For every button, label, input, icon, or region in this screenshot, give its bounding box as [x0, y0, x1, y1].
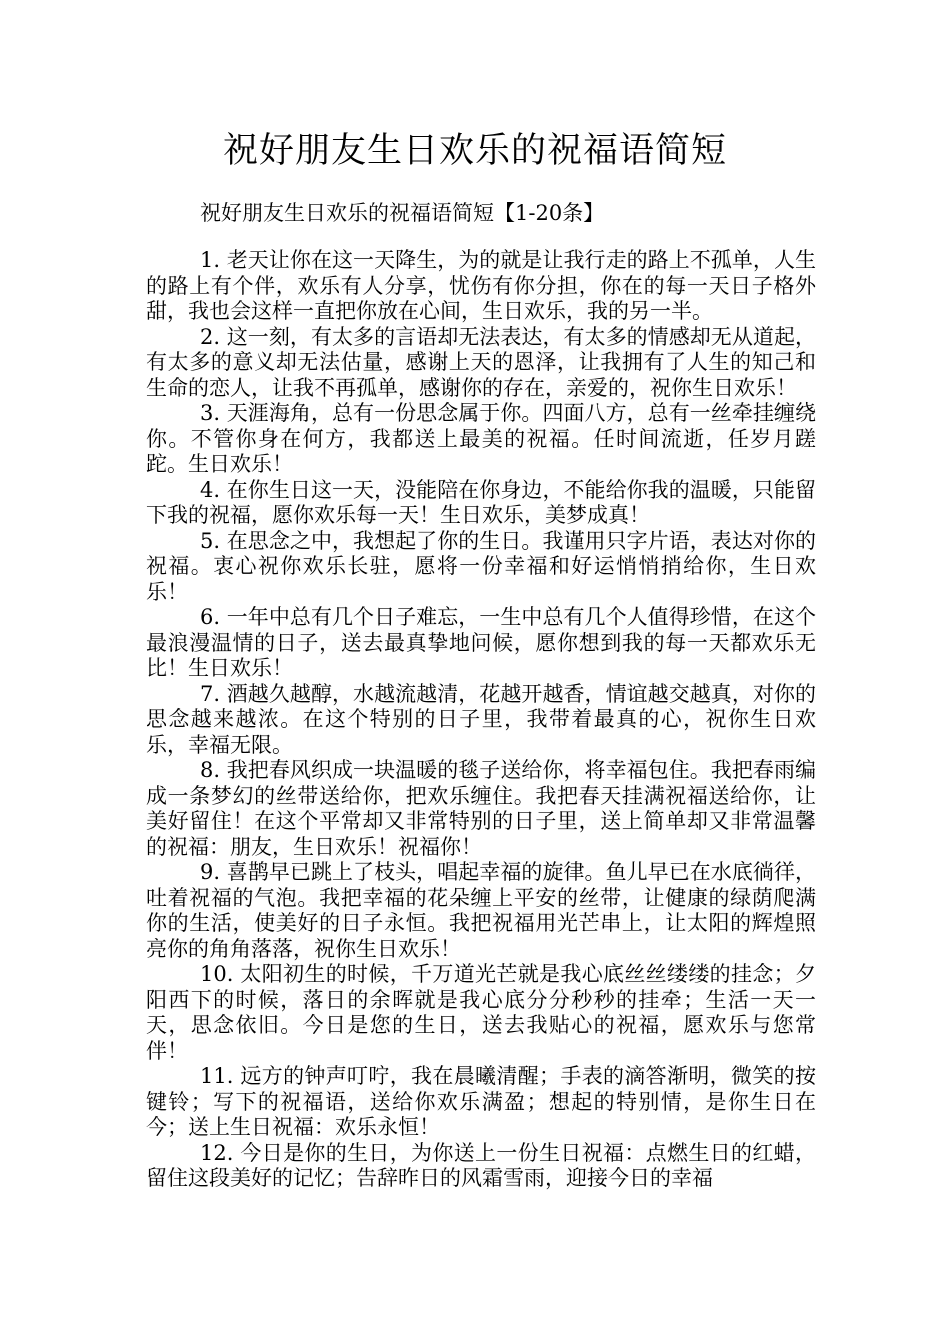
paragraph: 9. 喜鹊早已跳上了枝头，唱起幸福的旋律。鱼儿早已在水底徜徉，吐着祝福的气泡。我把幸福的花朵缠上平安的丝带，让健康的绿荫爬满你的生活，使美好的日子永恒。我把祝福用光芒串上，让太阳的辉煌照亮你的角角落落，祝你生日欢乐！ [146, 860, 816, 961]
document-body [146, 248, 816, 1192]
document-subtitle: 祝好朋友生日欢乐的祝福语简短【1-20条】 [200, 201, 605, 225]
paragraph: 6. 一年中总有几个日子难忘，一生中总有几个人值得珍惜，在这个最浪漫温情的日子，送去最真挚地问候，愿你想到我的每一天都欢乐无比！生日欢乐！ [146, 605, 816, 680]
paragraph: 8. 我把春风织成一块温暖的毯子送给你，将幸福包住。我把春雨编成一条梦幻的丝带送给你，把欢乐缠住。我把春天挂满祝福送给你，让美好留住！在这个平常却又非常特别的日子里，送上简单却又非常温馨的祝福：朋友，生日欢乐！祝福你！ [146, 758, 816, 859]
paragraph: 4. 在你生日这一天，没能陪在你身边，不能给你我的温暖，只能留下我的祝福，愿你欢乐每一天！生日欢乐，美梦成真！ [146, 477, 816, 527]
document-title: 祝好朋友生日欢乐的祝福语简短 [222, 131, 727, 171]
paragraph: 3. 天涯海角，总有一份思念属于你。四面八方，总有一丝牵挂缠绕你。不管你身在何方，我都送上最美的祝福。任时间流逝，任岁月蹉跎。生日欢乐！ [146, 401, 816, 476]
paragraph: 10. 太阳初生的时候，千万道光芒就是我心底丝丝缕缕的挂念；夕阳西下的时候，落日的余晖就是我心底分分秒秒的挂牵；生活一天一天，思念依旧。今日是您的生日，送去我贴心的祝福，愿欢乐与您常伴！ [146, 962, 816, 1063]
paragraph: 12. 今日是你的生日，为你送上一份生日祝福：点燃生日的红蜡，留住这段美好的记忆；告辞昨日的风霜雪雨，迎接今日的幸福 [146, 1140, 816, 1190]
paragraph: 2. 这一刻，有太多的言语却无法表达，有太多的情感却无从道起，有太多的意义却无法估量，感谢上天的恩泽，让我拥有了人生的知己和生命的恋人，让我不再孤单，感谢你的存在，亲爱的，祝你生日欢乐！ [146, 324, 816, 400]
paragraph: 11. 远方的钟声叮咛，我在晨曦清醒；手表的滴答渐明，微笑的按键铃；写下的祝福语，送给你欢乐满盈；想起的特别情，是你生日在今；送上生日祝福：欢乐永恒！ [146, 1064, 816, 1139]
paragraph: 1. 老天让你在这一天降生，为的就是让我行走的路上不孤单，人生的路上有个伴，欢乐有人分享，忧伤有你分担，你在的每一天日子格外甜，我也会这样一直把你放在心间，生日欢乐，我的另一半。 [146, 248, 816, 323]
paragraph: 5. 在思念之中，我想起了你的生日。我谨用只字片语，表达对你的祝福。衷心祝你欢乐长驻，愿将一份幸福和好运悄悄捎给你，生日欢乐！ [146, 528, 816, 604]
paragraph: 7. 酒越久越醇，水越流越清，花越开越香，情谊越交越真，对你的思念越来越浓。在这个特别的日子里，我带着最真的心，祝你生日欢乐，幸福无限。 [146, 681, 816, 757]
